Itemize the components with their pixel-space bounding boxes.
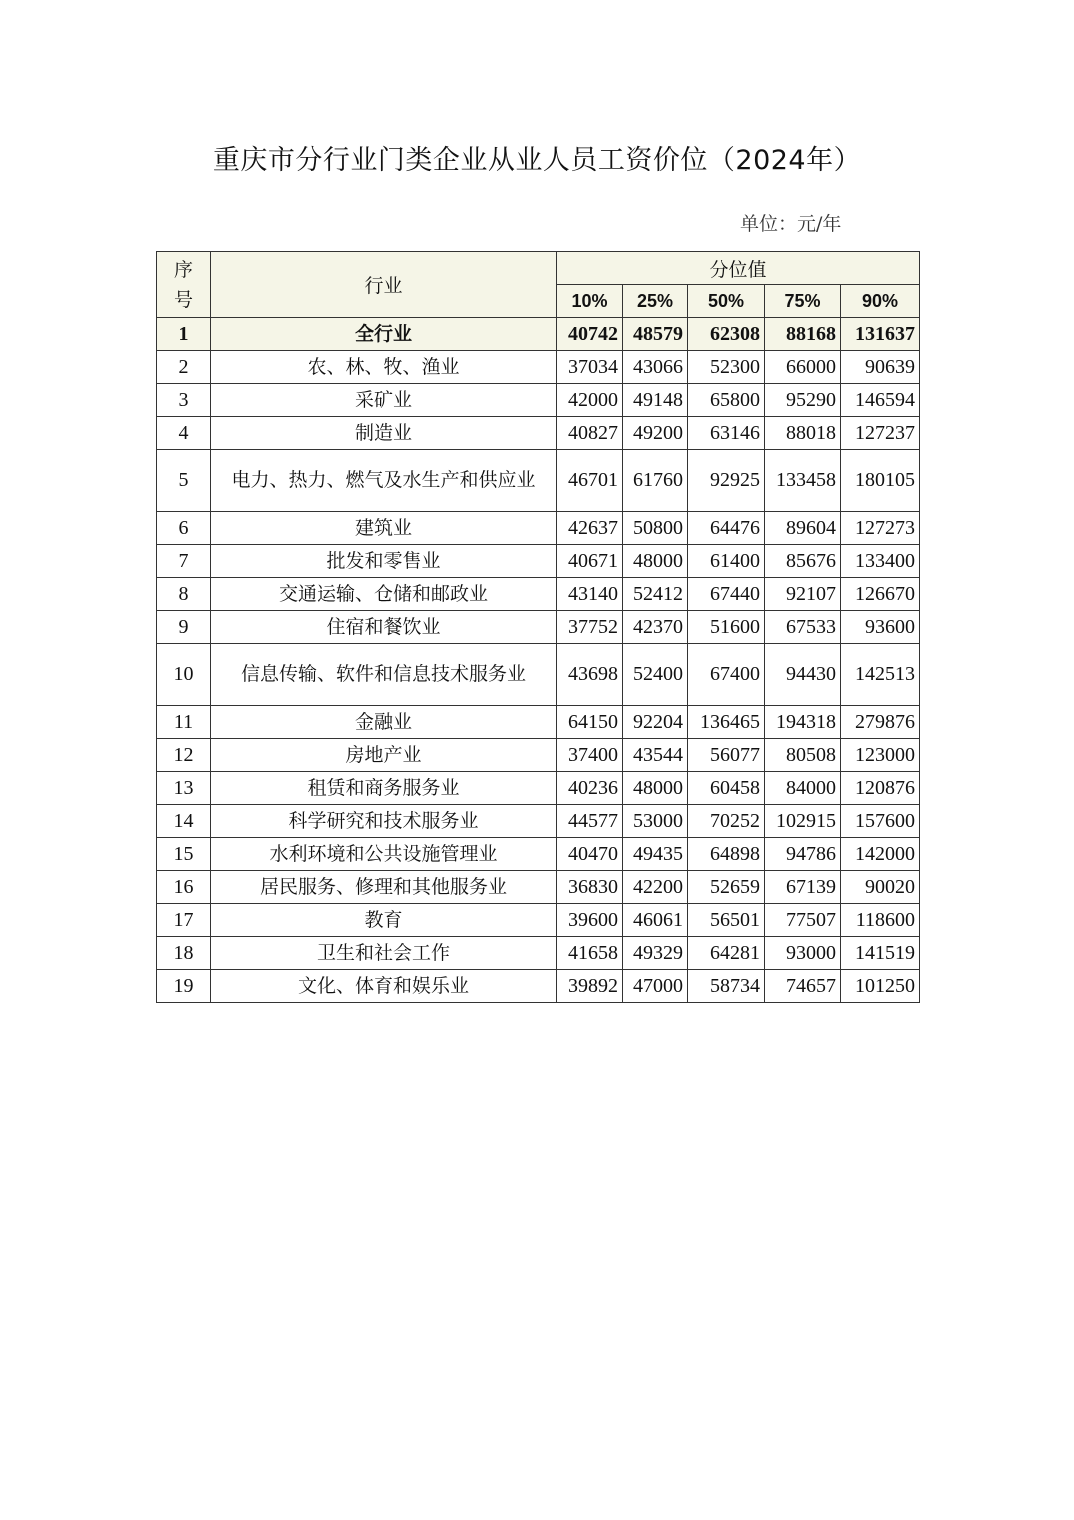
- header-p90: 90%: [841, 285, 920, 318]
- value-p75: 88018: [765, 417, 841, 450]
- value-p10: 42637: [557, 512, 623, 545]
- value-p25: 43066: [623, 351, 688, 384]
- table-row: [157, 706, 920, 739]
- value-p25: 61760: [623, 450, 688, 512]
- value-p25: 42200: [623, 871, 688, 904]
- value-p10: 37752: [557, 611, 623, 644]
- value-p50: 62308: [688, 318, 765, 351]
- row-index: 1: [157, 318, 211, 351]
- value-p90: 90020: [841, 871, 920, 904]
- table-row: [157, 937, 920, 970]
- value-p10: 37400: [557, 739, 623, 772]
- value-p10: 40470: [557, 838, 623, 871]
- row-industry: 居民服务、修理和其他服务业: [211, 871, 557, 904]
- header-index-line1: 序: [173, 258, 193, 281]
- table-row: [157, 970, 920, 1003]
- row-industry: 信息传输、软件和信息技术服务业: [211, 644, 557, 706]
- value-p25: 48579: [623, 318, 688, 351]
- row-index: 6: [157, 512, 211, 545]
- value-p90: 180105: [841, 450, 920, 512]
- header-p50: 50%: [688, 285, 765, 318]
- value-p10: 44577: [557, 805, 623, 838]
- header-p10: 10%: [557, 285, 623, 318]
- wage-table: [156, 251, 920, 1003]
- table-row: [157, 805, 920, 838]
- row-industry: 交通运输、仓储和邮政业: [211, 578, 557, 611]
- table-row: [157, 384, 920, 417]
- value-p50: 61400: [688, 545, 765, 578]
- value-p90: 157600: [841, 805, 920, 838]
- value-p10: 40742: [557, 318, 623, 351]
- table-row: [157, 545, 920, 578]
- value-p50: 56501: [688, 904, 765, 937]
- value-p90: 118600: [841, 904, 920, 937]
- value-p10: 41658: [557, 937, 623, 970]
- value-p75: 133458: [765, 450, 841, 512]
- table-row: [157, 644, 920, 706]
- value-p50: 64281: [688, 937, 765, 970]
- value-p75: 89604: [765, 512, 841, 545]
- value-p25: 49200: [623, 417, 688, 450]
- value-p90: 126670: [841, 578, 920, 611]
- table-row: [157, 904, 920, 937]
- row-index: 18: [157, 937, 211, 970]
- value-p50: 63146: [688, 417, 765, 450]
- value-p25: 49148: [623, 384, 688, 417]
- value-p90: 93600: [841, 611, 920, 644]
- table-row: [157, 450, 920, 512]
- row-industry: 采矿业: [211, 384, 557, 417]
- value-p25: 49329: [623, 937, 688, 970]
- header-p25: 25%: [623, 285, 688, 318]
- row-industry: 科学研究和技术服务业: [211, 805, 557, 838]
- row-index: 13: [157, 772, 211, 805]
- value-p90: 101250: [841, 970, 920, 1003]
- value-p10: 64150: [557, 706, 623, 739]
- value-p10: 39892: [557, 970, 623, 1003]
- page-title: 重庆市分行业门类企业从业人员工资价位（2024年）: [212, 145, 862, 176]
- row-index: 8: [157, 578, 211, 611]
- value-p50: 56077: [688, 739, 765, 772]
- value-p50: 60458: [688, 772, 765, 805]
- value-p25: 49435: [623, 838, 688, 871]
- value-p10: 37034: [557, 351, 623, 384]
- table-body: [157, 318, 920, 1003]
- value-p50: 67400: [688, 644, 765, 706]
- row-index: 16: [157, 871, 211, 904]
- value-p75: 67533: [765, 611, 841, 644]
- row-index: 15: [157, 838, 211, 871]
- row-index: 17: [157, 904, 211, 937]
- row-industry: 金融业: [211, 706, 557, 739]
- value-p50: 51600: [688, 611, 765, 644]
- value-p90: 142000: [841, 838, 920, 871]
- value-p25: 48000: [623, 772, 688, 805]
- row-index: 5: [157, 450, 211, 512]
- value-p90: 141519: [841, 937, 920, 970]
- table-row: [157, 871, 920, 904]
- value-p10: 43140: [557, 578, 623, 611]
- header-index-line2: 号: [173, 288, 193, 311]
- value-p75: 77507: [765, 904, 841, 937]
- row-index: 4: [157, 417, 211, 450]
- value-p25: 47000: [623, 970, 688, 1003]
- value-p75: 92107: [765, 578, 841, 611]
- row-industry: 全行业: [211, 318, 557, 351]
- value-p25: 48000: [623, 545, 688, 578]
- value-p75: 67139: [765, 871, 841, 904]
- value-p50: 64898: [688, 838, 765, 871]
- row-industry: 制造业: [211, 417, 557, 450]
- value-p90: 146594: [841, 384, 920, 417]
- value-p75: 93000: [765, 937, 841, 970]
- row-industry: 文化、体育和娱乐业: [211, 970, 557, 1003]
- value-p25: 50800: [623, 512, 688, 545]
- value-p75: 88168: [765, 318, 841, 351]
- header-p75: 75%: [765, 285, 841, 318]
- value-p10: 46701: [557, 450, 623, 512]
- value-p90: 142513: [841, 644, 920, 706]
- value-p50: 67440: [688, 578, 765, 611]
- value-p50: 58734: [688, 970, 765, 1003]
- value-p25: 46061: [623, 904, 688, 937]
- row-industry: 电力、热力、燃气及水生产和供应业: [211, 450, 557, 512]
- value-p90: 127237: [841, 417, 920, 450]
- value-p25: 52412: [623, 578, 688, 611]
- value-p90: 127273: [841, 512, 920, 545]
- value-p25: 53000: [623, 805, 688, 838]
- row-industry: 租赁和商务服务业: [211, 772, 557, 805]
- table-row: [157, 351, 920, 384]
- value-p90: 90639: [841, 351, 920, 384]
- row-industry: 教育: [211, 904, 557, 937]
- row-industry: 水利环境和公共设施管理业: [211, 838, 557, 871]
- table-row: [157, 772, 920, 805]
- value-p25: 92204: [623, 706, 688, 739]
- value-p75: 80508: [765, 739, 841, 772]
- row-index: 7: [157, 545, 211, 578]
- table-row: [157, 838, 920, 871]
- row-industry: 建筑业: [211, 512, 557, 545]
- table-row: [157, 512, 920, 545]
- value-p50: 136465: [688, 706, 765, 739]
- value-p10: 43698: [557, 644, 623, 706]
- row-index: 2: [157, 351, 211, 384]
- value-p25: 42370: [623, 611, 688, 644]
- row-industry: 住宿和餐饮业: [211, 611, 557, 644]
- value-p10: 40671: [557, 545, 623, 578]
- row-industry: 农、林、牧、渔业: [211, 351, 557, 384]
- value-p25: 52400: [623, 644, 688, 706]
- value-p75: 84000: [765, 772, 841, 805]
- table-row: [157, 417, 920, 450]
- row-industry: 卫生和社会工作: [211, 937, 557, 970]
- value-p75: 66000: [765, 351, 841, 384]
- value-p75: 95290: [765, 384, 841, 417]
- value-p75: 102915: [765, 805, 841, 838]
- value-p90: 123000: [841, 739, 920, 772]
- value-p50: 92925: [688, 450, 765, 512]
- value-p10: 36830: [557, 871, 623, 904]
- value-p50: 52659: [688, 871, 765, 904]
- value-p10: 40827: [557, 417, 623, 450]
- table-row-total: [157, 318, 920, 351]
- value-p75: 74657: [765, 970, 841, 1003]
- value-p50: 52300: [688, 351, 765, 384]
- value-p90: 279876: [841, 706, 920, 739]
- value-p75: 94786: [765, 838, 841, 871]
- value-p50: 64476: [688, 512, 765, 545]
- value-p10: 40236: [557, 772, 623, 805]
- value-p25: 43544: [623, 739, 688, 772]
- row-index: 10: [157, 644, 211, 706]
- value-p50: 70252: [688, 805, 765, 838]
- value-p90: 120876: [841, 772, 920, 805]
- value-p90: 133400: [841, 545, 920, 578]
- table-row: [157, 611, 920, 644]
- value-p10: 42000: [557, 384, 623, 417]
- row-index: 11: [157, 706, 211, 739]
- value-p75: 85676: [765, 545, 841, 578]
- row-industry: 批发和零售业: [211, 545, 557, 578]
- value-p10: 39600: [557, 904, 623, 937]
- row-index: 3: [157, 384, 211, 417]
- value-p75: 94430: [765, 644, 841, 706]
- value-p90: 131637: [841, 318, 920, 351]
- row-index: 19: [157, 970, 211, 1003]
- header-industry: 行业: [211, 252, 557, 318]
- row-index: 12: [157, 739, 211, 772]
- row-index: 14: [157, 805, 211, 838]
- table-row: [157, 739, 920, 772]
- value-p50: 65800: [688, 384, 765, 417]
- row-industry: 房地产业: [211, 739, 557, 772]
- row-index: 9: [157, 611, 211, 644]
- value-p75: 194318: [765, 706, 841, 739]
- header-percentile-group: 分位值: [557, 252, 920, 285]
- header-index: [157, 252, 211, 318]
- unit-note: 单位：元/年: [740, 213, 842, 235]
- table-row: [157, 578, 920, 611]
